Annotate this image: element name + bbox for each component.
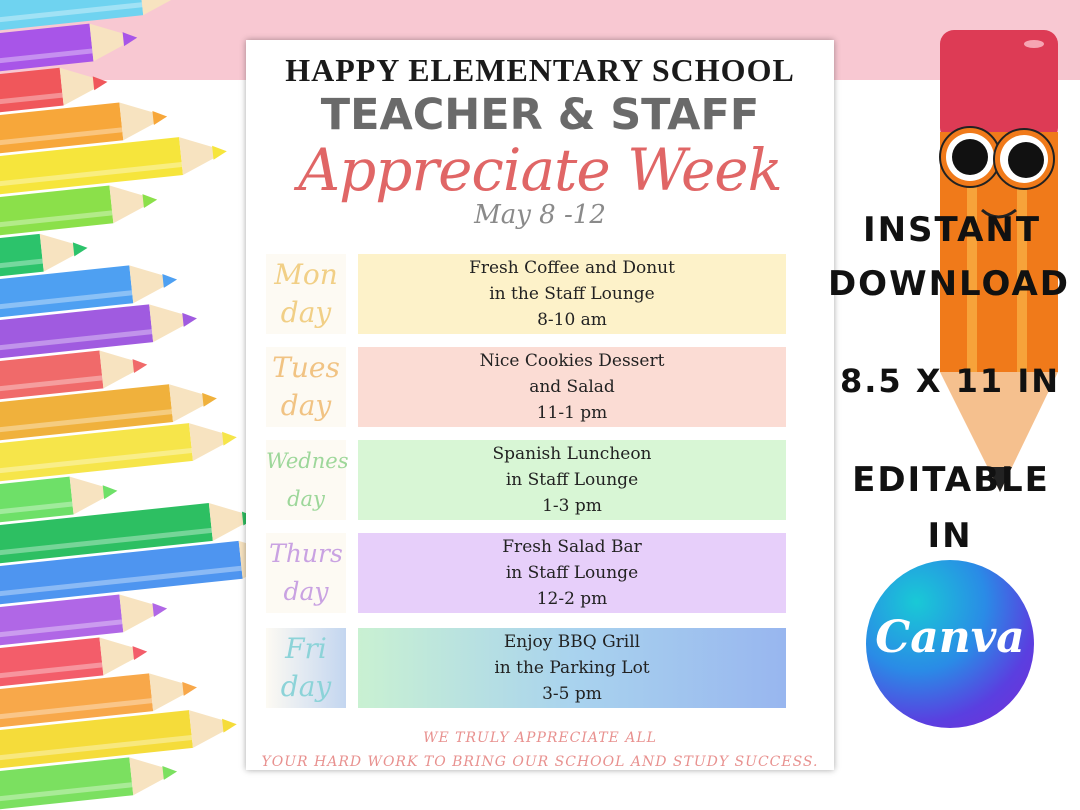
day-label-line1: Tues xyxy=(272,351,340,384)
day-label-line2: day xyxy=(283,577,329,606)
day-label-line1: Fri xyxy=(285,632,327,665)
event-box xyxy=(358,347,786,427)
event-line2: in the Staff Lounge xyxy=(489,284,655,304)
event-time: 8-10 am xyxy=(537,310,607,330)
event-box xyxy=(358,254,786,334)
event-line2: in Staff Lounge xyxy=(505,470,639,490)
event-box xyxy=(358,440,786,520)
day-label-line1: Mon xyxy=(274,258,338,291)
event-box xyxy=(358,533,786,613)
day-label-line2: day xyxy=(280,296,332,329)
event-line2: and Salad xyxy=(529,377,615,397)
day-label xyxy=(266,628,346,708)
event-line1: Enjoy BBQ Grill xyxy=(503,632,641,652)
day-label-line2: day xyxy=(287,487,325,511)
event-box xyxy=(358,628,786,708)
flyer-page xyxy=(246,40,834,770)
instant-label: INSTANT xyxy=(862,210,1042,250)
day-label xyxy=(266,533,346,613)
event-line1: Fresh Salad Bar xyxy=(502,537,642,557)
event-time: 12-2 pm xyxy=(536,589,608,609)
event-line2: in Staff Lounge xyxy=(505,563,639,583)
event-line1: Spanish Luncheon xyxy=(492,444,652,464)
event-line1: Fresh Coffee and Donut xyxy=(469,258,675,278)
download-label: DOWNLOAD xyxy=(827,264,1071,304)
editable-label: EDITABLE xyxy=(852,460,1050,500)
event-line1: Nice Cookies Dessert xyxy=(479,351,665,371)
in-label: IN xyxy=(927,516,973,556)
day-label-line1: Wednes xyxy=(266,449,349,473)
school-name: HAPPY ELEMENTARY SCHOOL xyxy=(285,52,795,88)
subtitle: TEACHER & STAFF xyxy=(320,90,760,140)
day-label xyxy=(266,440,349,520)
footer-line1: WE TRULY APPRECIATE ALL xyxy=(423,730,657,746)
schedule-row-monday xyxy=(266,254,786,334)
event-time: 1-3 pm xyxy=(542,496,602,516)
pencil-6 xyxy=(0,229,90,278)
appreciation-footer xyxy=(246,726,834,770)
event-time: 3-5 pm xyxy=(542,684,602,704)
schedule-row-tuesday xyxy=(266,347,786,427)
day-label-line1: Thurs xyxy=(269,539,343,568)
canva-logo-text: Canva xyxy=(875,612,1025,663)
day-label xyxy=(266,347,346,427)
event-time: 11-1 pm xyxy=(536,403,608,423)
event-dates: May 8 -12 xyxy=(474,200,606,230)
headline: Appreciate Week xyxy=(298,136,782,204)
size-label: 8.5 X 11 IN xyxy=(840,362,1060,400)
schedule-row-thursday xyxy=(266,533,786,613)
canva-logo xyxy=(866,560,1034,728)
schedule-row-wednesday xyxy=(266,440,786,520)
day-label-line2: day xyxy=(280,389,332,422)
day-label-line2: day xyxy=(280,670,332,703)
footer-line2: YOUR HARD WORK TO BRING OUR SCHOOL AND STUDY SUCCESS. xyxy=(261,754,819,770)
day-label xyxy=(266,254,346,334)
event-line2: in the Parking Lot xyxy=(494,658,650,678)
schedule-row-friday xyxy=(266,628,786,708)
